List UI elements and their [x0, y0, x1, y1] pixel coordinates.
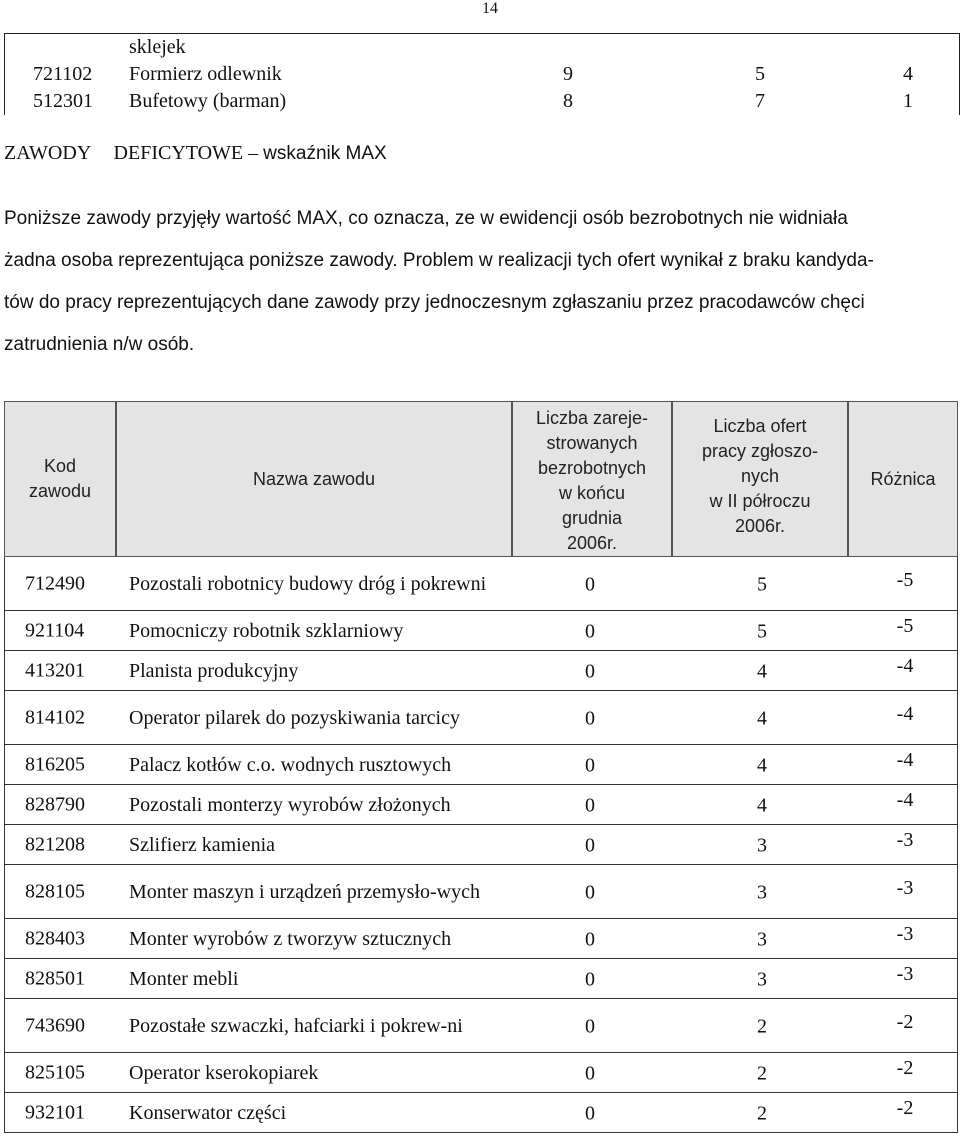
row-difference: -2 [896, 1011, 914, 1033]
row-registered: 0 [585, 753, 595, 776]
row-difference: -3 [896, 963, 914, 985]
row-code: 828105 [25, 880, 85, 902]
row-offers: 3 [757, 833, 767, 856]
header-registered-line: Liczba zareje- [535, 408, 649, 428]
header-code [4, 401, 116, 557]
table-row [4, 1093, 958, 1133]
table-row [4, 865, 958, 919]
header-offers-line: nych [740, 466, 779, 486]
header-registered-line: 2006r. [566, 533, 618, 553]
deficit-occupations-table [4, 401, 958, 1133]
row-code: 828403 [25, 927, 85, 949]
row-code: 712490 [25, 572, 85, 594]
table-row [4, 919, 958, 959]
row-name: Pomocniczy robotnik szklarniowy [129, 619, 404, 642]
row-name: Palacz kotłów c.o. wodnych rusztowych [129, 753, 452, 776]
row-name: Bufetowy (barman) [129, 90, 287, 112]
row-name: Monter mebli [129, 967, 239, 990]
table-row [4, 1053, 958, 1093]
description-paragraph [4, 198, 956, 366]
table-row [4, 691, 958, 745]
row-difference: -4 [896, 789, 914, 811]
table-row [4, 999, 958, 1053]
row-registered: 0 [585, 1014, 595, 1037]
row-offers: 2 [757, 1014, 767, 1037]
row-registered: 0 [585, 706, 595, 729]
row-registered: 0 [585, 659, 595, 682]
row-code: 512301 [33, 90, 93, 112]
row-value-b: 5 [755, 63, 765, 85]
row-registered: 0 [585, 572, 595, 595]
row-name: Pozostałe szwaczki, hafciarki i pokrew-ni [129, 1014, 463, 1037]
row-value-a: 8 [563, 90, 573, 112]
top-table-row [5, 61, 959, 88]
row-code: 828790 [25, 793, 85, 815]
row-code: 821208 [25, 833, 85, 855]
row-registered: 0 [585, 833, 595, 856]
header-offers-line: 2006r. [734, 516, 786, 536]
row-registered: 0 [585, 1101, 595, 1124]
row-difference: -4 [896, 703, 914, 725]
header-offers-line: w II półroczu [709, 491, 811, 511]
header-code-line: Kod [43, 456, 76, 476]
row-difference: -3 [896, 877, 914, 899]
header-offers-line: pracy zgłoszo- [701, 441, 819, 461]
row-registered: 0 [585, 619, 595, 642]
row-registered: 0 [585, 1061, 595, 1084]
row-offers: 2 [757, 1101, 767, 1124]
row-offers: 4 [757, 753, 767, 776]
row-code: 828501 [25, 967, 85, 989]
table-row [4, 557, 958, 611]
row-code: 721102 [33, 63, 93, 85]
row-registered: 0 [585, 967, 595, 990]
row-code: 932101 [25, 1101, 85, 1123]
row-name: sklejek [129, 36, 186, 58]
row-code: 413201 [25, 659, 85, 681]
row-difference: -4 [896, 655, 914, 677]
row-offers: 3 [757, 927, 767, 950]
row-name: Formierz odlewnik [129, 63, 282, 85]
row-difference: -3 [896, 923, 914, 945]
header-registered-line: strowanych [546, 433, 638, 453]
row-offers: 4 [757, 659, 767, 682]
row-code: 816205 [25, 753, 85, 775]
header-offers-line: Liczba ofert [713, 416, 807, 436]
top-table-row [5, 34, 959, 61]
header-registered-line: w końcu [558, 483, 626, 503]
top-table-row [5, 88, 959, 115]
heading-part-2: DEFICYTOWE – [113, 142, 259, 164]
table-row [4, 745, 958, 785]
row-difference: -4 [896, 749, 914, 771]
row-difference: -2 [896, 1057, 914, 1079]
top-table [4, 33, 960, 115]
row-difference: -3 [896, 829, 914, 851]
row-code: 921104 [25, 619, 85, 641]
row-offers: 4 [757, 706, 767, 729]
row-value-a: 9 [563, 63, 573, 85]
header-offers [672, 401, 848, 557]
table-body [4, 557, 958, 1133]
row-offers: 2 [757, 1061, 767, 1084]
row-offers: 4 [757, 793, 767, 816]
heading-part-1: ZAWODY [4, 142, 91, 164]
row-name: Operator pilarek do pozyskiwania tarcicy [129, 706, 460, 729]
row-value-c: 4 [903, 63, 913, 85]
row-name: Monter wyrobów z tworzyw sztucznych [129, 927, 452, 950]
table-row [4, 959, 958, 999]
row-code: 814102 [25, 706, 85, 728]
row-name: Pozostali robotnicy budowy dróg i pokrewni [129, 572, 487, 595]
table-row [4, 651, 958, 691]
heading-part-3: wskaźnik MAX [263, 143, 387, 164]
row-name: Planista produkcyjny [129, 659, 299, 682]
paragraph-line: tów do pracy reprezentujących dane zawody przy jednoczesnym zgłaszaniu przez pracodawców chęci [4, 292, 865, 313]
table-row [4, 785, 958, 825]
header-code-line: zawodu [28, 481, 92, 501]
header-registered-line: bezrobotnych [537, 458, 647, 478]
paragraph-line: zatrudnienia n/w osób. [4, 334, 195, 355]
page-number: 14 [482, 0, 498, 17]
header-registered [512, 401, 672, 557]
row-value-c: 1 [903, 90, 913, 112]
paragraph-line: żadna osoba reprezentująca poniższe zawody. Problem w realizacji tych ofert wynikał z braku kandyda- [4, 250, 874, 271]
row-name: Operator kserokopiarek [129, 1061, 319, 1084]
row-offers: 3 [757, 967, 767, 990]
header-difference: Różnica [848, 401, 958, 557]
row-offers: 5 [757, 619, 767, 642]
row-name: Pozostali monterzy wyrobów złożonych [129, 793, 451, 816]
row-registered: 0 [585, 880, 595, 903]
header-name: Nazwa zawodu [116, 401, 512, 557]
row-code: 825105 [25, 1061, 85, 1083]
row-name: Szlifierz kamienia [129, 833, 276, 856]
paragraph-line: Poniższe zawody przyjęły wartość MAX, co oznacza, ze w ewidencji osób bezrobotnych nie widniała [4, 208, 848, 229]
row-offers: 5 [757, 572, 767, 595]
row-name: Konserwator części [129, 1101, 287, 1124]
row-name: Monter maszyn i urządzeń przemysło-wych [129, 880, 480, 903]
row-code: 743690 [25, 1014, 85, 1036]
table-row [4, 611, 958, 651]
row-difference: -2 [896, 1097, 914, 1119]
table-header [4, 401, 958, 557]
row-offers: 3 [757, 880, 767, 903]
row-value-b: 7 [755, 90, 765, 112]
row-registered: 0 [585, 927, 595, 950]
section-heading [4, 142, 387, 165]
row-difference: -5 [896, 615, 914, 637]
row-difference: -5 [896, 569, 914, 591]
table-row [4, 825, 958, 865]
row-registered: 0 [585, 793, 595, 816]
header-registered-line: grudnia [561, 508, 623, 528]
